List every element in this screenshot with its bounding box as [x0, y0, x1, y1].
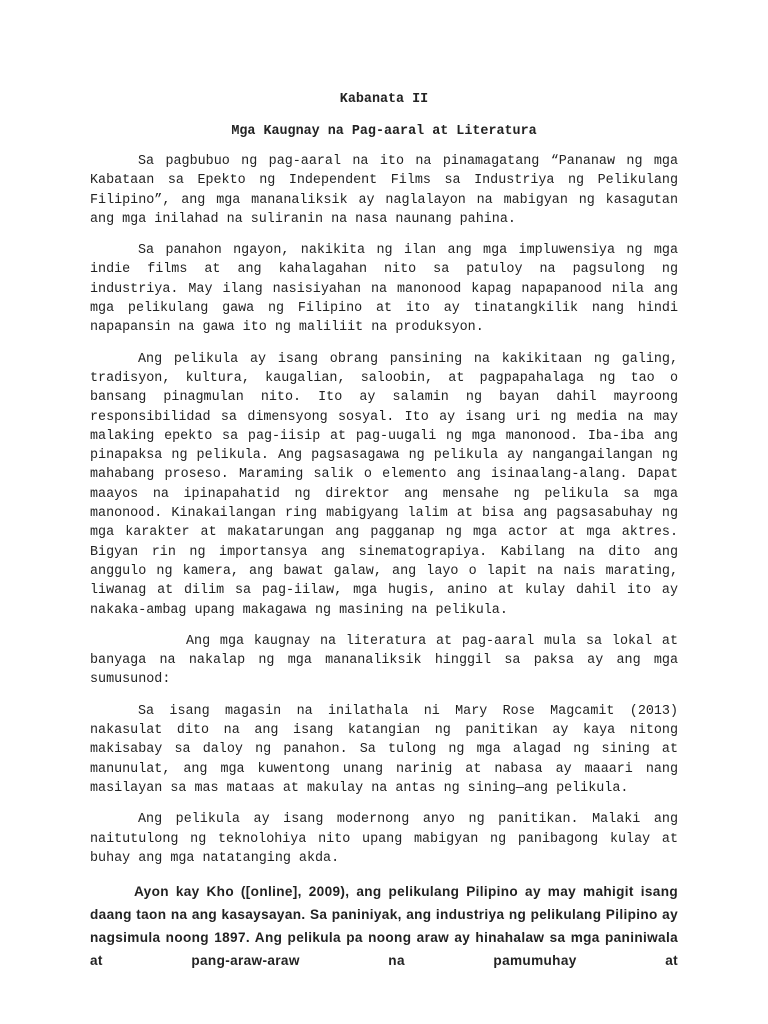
document-page [90, 90, 678, 984]
paragraph-intro: Sa pagbubuo ng pag-aaral na ito na pinamagatang “Pananaw ng mga Kabataan sa Epekto ng Independent Films sa Industriya ng Pelikulang Filipino”, ang mga mananaliksik ay naglalayon na mabigyan ng kasagutan ang mga inilahad na suliranin na nasa naunang pahina. [90, 154, 678, 227]
paragraph-kho: Ayon kay Kho ([online], 2009), ang pelikulang Pilipino ay may mahigit isang daang taon na ang kasaysayan. Sa paniniyak, ang industriya ng pelikulang Pilipino ay nagsimula noong 1897. Ang pelikula pa noong araw ay hinahalaw sa mga paniniwala at pang-araw-araw na pamumuhay at [90, 884, 678, 969]
chapter-title: Mga Kaugnay na Pag-aaral at Literatura [231, 124, 537, 139]
paragraph-indie-films: Sa panahon ngayon, nakikita ng ilan ang mga impluwensiya ng mga indie films at ang kahalagahan nito sa patuloy na pagsulong ng industriya. May ilang nasisiyahan na manonood kapag napapanood nila ang mga pelikulang gawa ng Filipino at ito ay tinatangkilik nang hindi napapansin na gawa ito ng maliliit na produksyon. [90, 243, 678, 336]
paragraph-pelikula-definition: Ang pelikula ay isang obrang pansining na kakikitaan ng galing, tradisyon, kultura, kaugalian, saloobin, at pagpapahalaga ng tao o bansang pinagmulan nito. Ito ay salamin ng bayan dahil mayroong responsibilidad sa dimensyong sosyal. Ito ay isang uri ng media na may malaking epekto sa pag-iisip at pag-uugali ng mga manonood. Iba-iba ang pinapaksa ng pelikula. Ang pagsasagawa ng pelikula ay nangangailangan ng mahabang proseso. Maraming salik o elemento ang isinaalang-alang. Dapat maayos na ipinapahatid ng direktor ang mensahe ng pelikula sa mga manonood. Kinakailangan ring mabigyang lalim at bisa ang pagsasabuhay ng mga karakter at makatarungan ang pagganap ng mga actor at mga aktres. Bigyan rin ng importansya ang sinematograpiya. Kabilang na dito ang anggulo ng kamera, ang bawat galaw, ang layo o lapit na nais marating, liwanag at dilim sa pag-iilaw, mga hugis, anino at kulay dahil ito ay nakaka-ambag upang makagawa ng masining na pelikula. [90, 351, 678, 618]
chapter-heading: Kabanata II [339, 92, 429, 107]
paragraph-related-literature: Ang mga kaugnay na literatura at pag-aaral mula sa lokal at banyaga na nakalap ng mga mananaliksik hinggil sa paksa ay ang mga sumusunod: [90, 633, 678, 688]
paragraph-modern-literature: Ang pelikula ay isang modernong anyo ng panitikan. Malaki ang naitutulong ng teknolohiya nito upang mabigyan ng panibagong kulay at buhay ang mga natatanging akda. [90, 812, 678, 866]
paragraph-magcamit: Sa isang magasin na inilathala ni Mary Rose Magcamit (2013) nakasulat dito na ang isang katangian ng panitikan ay kaya nitong makisabay sa daloy ng panahon. Sa tulong ng mga alagad ng sining at manunulat, ang mga kuwentong unang narinig at nabasa ay maaari nang masilayan sa mas mataas at makulay na antas ng sining—ang pelikula. [90, 703, 678, 796]
